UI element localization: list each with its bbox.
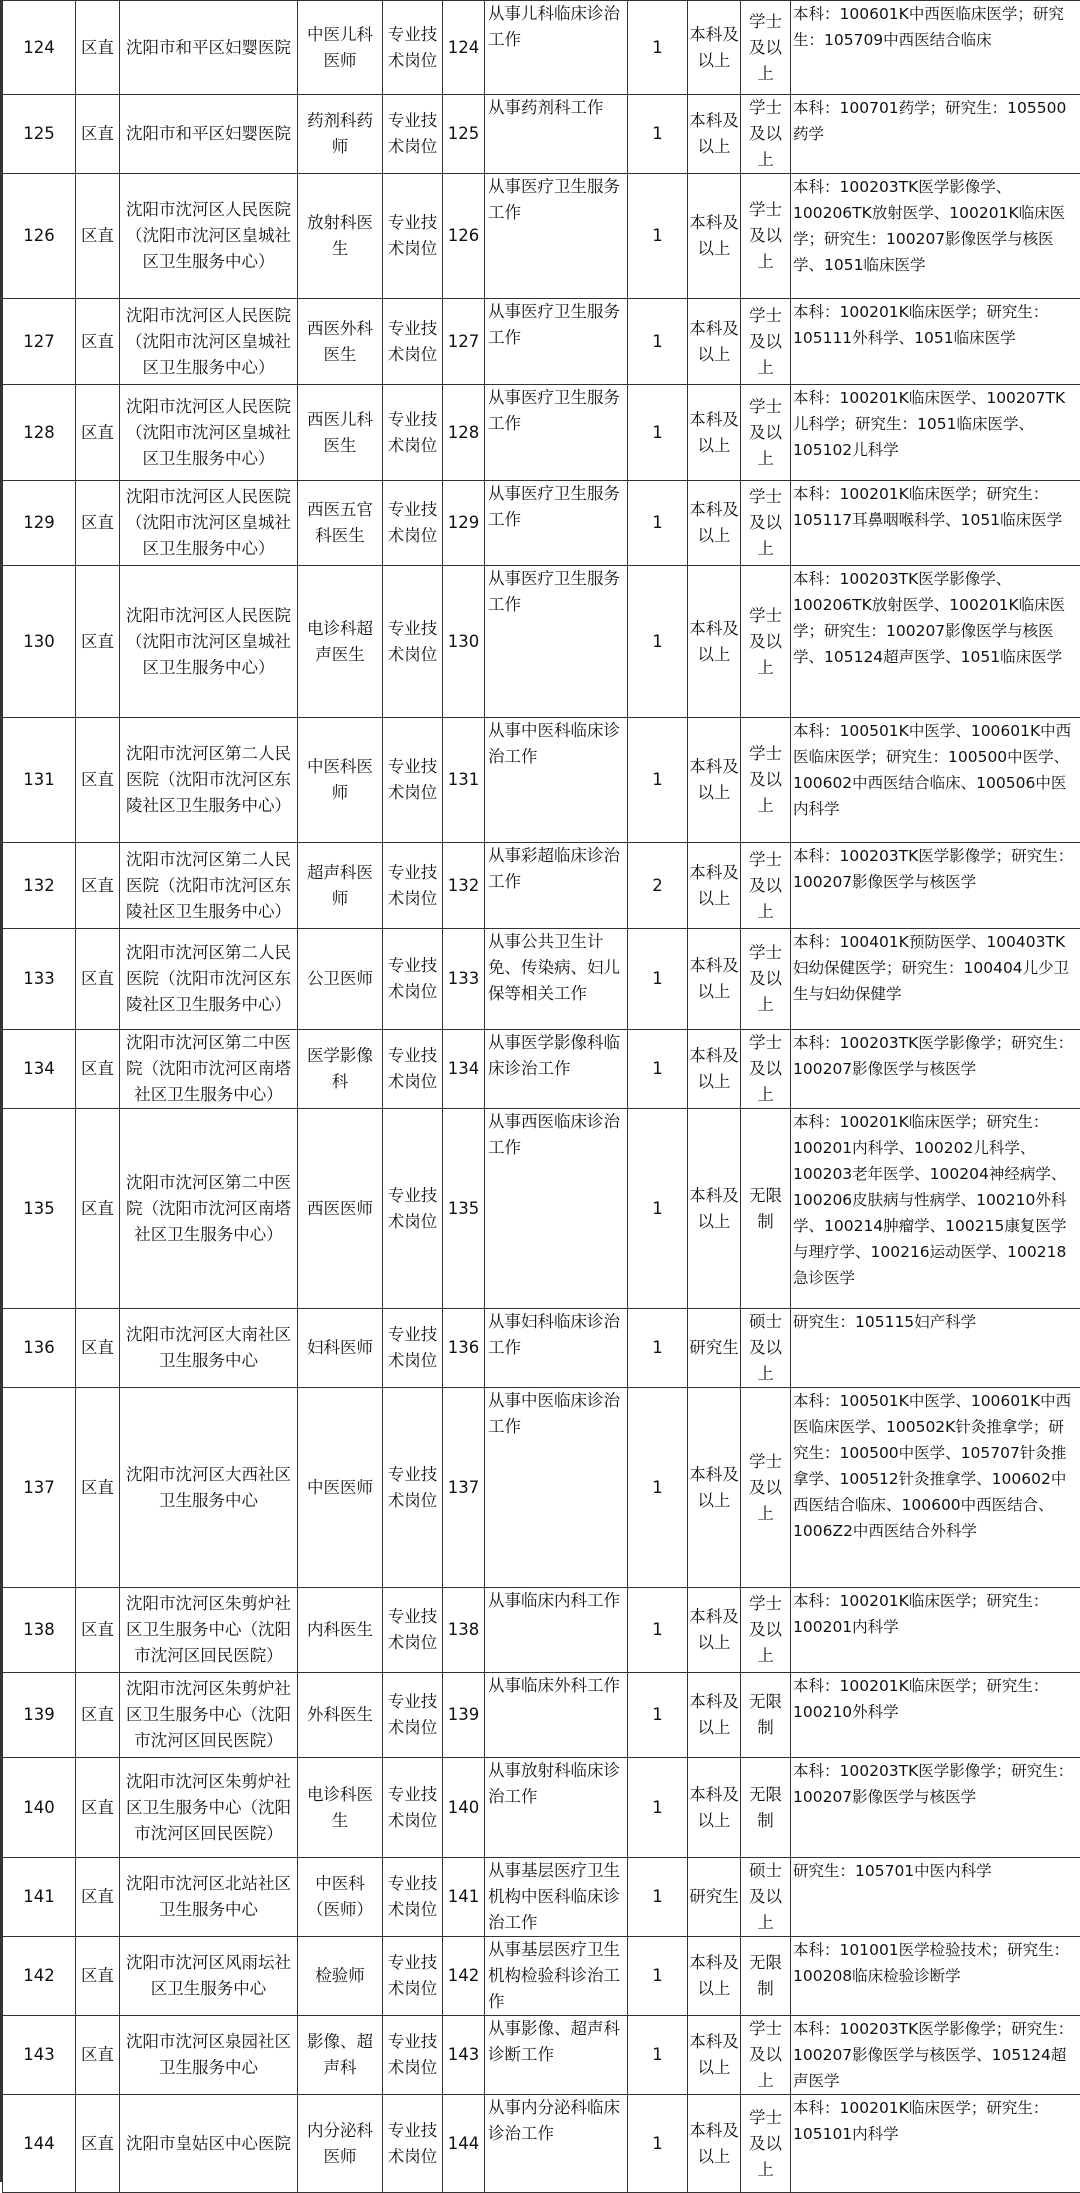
hiring-count: 1 bbox=[628, 2095, 688, 2193]
major-requirement: 本科：100201K临床医学、100207TK儿科学；研究生：1051临床医学、105102儿科学 bbox=[791, 385, 1080, 481]
hiring-count: 1 bbox=[628, 2016, 688, 2095]
row-number: 142 bbox=[3, 1937, 76, 2016]
position-code: 124 bbox=[443, 1, 485, 95]
position-category: 专业技术岗位 bbox=[383, 1588, 443, 1673]
position-description: 从事基层医疗卫生机构中医科临床诊治工作 bbox=[485, 1858, 628, 1937]
hiring-count: 1 bbox=[628, 566, 688, 718]
position-category: 专业技术岗位 bbox=[383, 1109, 443, 1309]
position-category: 专业技术岗位 bbox=[383, 1937, 443, 2016]
degree-requirement: 学士及以上 bbox=[741, 929, 791, 1030]
degree-requirement: 学士及以上 bbox=[741, 1588, 791, 1673]
row-number: 139 bbox=[3, 1673, 76, 1758]
position-description: 从事医疗卫生服务工作 bbox=[485, 299, 628, 385]
major-requirement: 本科：100601K中西医临床医学；研究生：105709中西医结合临床 bbox=[791, 1, 1080, 95]
admin-level: 区直 bbox=[76, 1309, 120, 1388]
position-category: 专业技术岗位 bbox=[383, 2016, 443, 2095]
education-requirement: 本科及以上 bbox=[688, 1388, 741, 1588]
admin-level: 区直 bbox=[76, 1588, 120, 1673]
table-row bbox=[3, 566, 1080, 718]
row-number: 141 bbox=[3, 1858, 76, 1937]
hiring-count: 1 bbox=[628, 1, 688, 95]
admin-level: 区直 bbox=[76, 929, 120, 1030]
position-code: 144 bbox=[443, 2095, 485, 2193]
position-category: 专业技术岗位 bbox=[383, 718, 443, 843]
admin-level: 区直 bbox=[76, 299, 120, 385]
position-name: 外科医生 bbox=[298, 1673, 383, 1758]
position-category: 专业技术岗位 bbox=[383, 1030, 443, 1109]
position-description: 从事医疗卫生服务工作 bbox=[485, 481, 628, 566]
position-description: 从事医疗卫生服务工作 bbox=[485, 174, 628, 299]
row-number: 130 bbox=[3, 566, 76, 718]
position-name: 公卫医师 bbox=[298, 929, 383, 1030]
table-row bbox=[3, 1109, 1080, 1309]
degree-requirement: 学士及以上 bbox=[741, 299, 791, 385]
hiring-count: 1 bbox=[628, 929, 688, 1030]
position-category: 专业技术岗位 bbox=[383, 843, 443, 929]
position-name: 西医医师 bbox=[298, 1109, 383, 1309]
education-requirement: 研究生 bbox=[688, 1309, 741, 1388]
row-number: 144 bbox=[3, 2095, 76, 2193]
position-category: 专业技术岗位 bbox=[383, 1309, 443, 1388]
position-code: 125 bbox=[443, 95, 485, 174]
position-name: 检验师 bbox=[298, 1937, 383, 2016]
major-requirement: 本科：100201K临床医学；研究生：105101内科学 bbox=[791, 2095, 1080, 2193]
employer-unit: 沈阳市沈河区第二人民医院（沈阳市沈河区东陵社区卫生服务中心） bbox=[120, 718, 298, 843]
position-name: 中医科医师 bbox=[298, 718, 383, 843]
position-description: 从事放射科临床诊治工作 bbox=[485, 1758, 628, 1858]
table-row bbox=[3, 1588, 1080, 1673]
employer-unit: 沈阳市沈河区朱剪炉社区卫生服务中心（沈阳市沈河区回民医院） bbox=[120, 1588, 298, 1673]
major-requirement: 本科：100701药学；研究生：105500药学 bbox=[791, 95, 1080, 174]
position-code: 140 bbox=[443, 1758, 485, 1858]
position-name: 中医科（医师） bbox=[298, 1858, 383, 1937]
major-requirement: 研究生：105115妇产科学 bbox=[791, 1309, 1080, 1388]
major-requirement: 本科：100203TK医学影像学；研究生：100207影像医学与核医学 bbox=[791, 1030, 1080, 1109]
row-number: 132 bbox=[3, 843, 76, 929]
row-number: 129 bbox=[3, 481, 76, 566]
education-requirement: 研究生 bbox=[688, 1858, 741, 1937]
position-code: 141 bbox=[443, 1858, 485, 1937]
row-number: 135 bbox=[3, 1109, 76, 1309]
employer-unit: 沈阳市皇姑区中心医院 bbox=[120, 2095, 298, 2193]
admin-level: 区直 bbox=[76, 1858, 120, 1937]
degree-requirement: 学士及以上 bbox=[741, 566, 791, 718]
admin-level: 区直 bbox=[76, 2095, 120, 2193]
position-code: 143 bbox=[443, 2016, 485, 2095]
table-row bbox=[3, 929, 1080, 1030]
row-number: 140 bbox=[3, 1758, 76, 1858]
hiring-count: 1 bbox=[628, 1673, 688, 1758]
position-description: 从事医疗卫生服务工作 bbox=[485, 566, 628, 718]
admin-level: 区直 bbox=[76, 1758, 120, 1858]
row-number: 137 bbox=[3, 1388, 76, 1588]
employer-unit: 沈阳市沈河区第二人民医院（沈阳市沈河区东陵社区卫生服务中心） bbox=[120, 929, 298, 1030]
position-description: 从事西医临床诊治工作 bbox=[485, 1109, 628, 1309]
degree-requirement: 硕士及以上 bbox=[741, 1858, 791, 1937]
position-category: 专业技术岗位 bbox=[383, 1758, 443, 1858]
employer-unit: 沈阳市沈河区人民医院（沈阳市沈河区皇城社区卫生服务中心） bbox=[120, 299, 298, 385]
table-row bbox=[3, 385, 1080, 481]
table-row bbox=[3, 1, 1080, 95]
position-description: 从事彩超临床诊治工作 bbox=[485, 843, 628, 929]
education-requirement: 本科及以上 bbox=[688, 481, 741, 566]
position-name: 中医医师 bbox=[298, 1388, 383, 1588]
position-name: 放射科医生 bbox=[298, 174, 383, 299]
employer-unit: 沈阳市沈河区人民医院（沈阳市沈河区皇城社区卫生服务中心） bbox=[120, 566, 298, 718]
position-code: 133 bbox=[443, 929, 485, 1030]
degree-requirement: 学士及以上 bbox=[741, 385, 791, 481]
degree-requirement: 学士及以上 bbox=[741, 2016, 791, 2095]
degree-requirement: 无限制 bbox=[741, 1937, 791, 2016]
position-category: 专业技术岗位 bbox=[383, 385, 443, 481]
degree-requirement: 学士及以上 bbox=[741, 481, 791, 566]
position-description: 从事临床内科工作 bbox=[485, 1588, 628, 1673]
hiring-count: 1 bbox=[628, 1937, 688, 2016]
position-description: 从事中医临床诊治工作 bbox=[485, 1388, 628, 1588]
position-name: 超声科医师 bbox=[298, 843, 383, 929]
degree-requirement: 无限制 bbox=[741, 1758, 791, 1858]
position-name: 医学影像科 bbox=[298, 1030, 383, 1109]
employer-unit: 沈阳市沈河区北站社区卫生服务中心 bbox=[120, 1858, 298, 1937]
degree-requirement: 硕士及以上 bbox=[741, 1309, 791, 1388]
admin-level: 区直 bbox=[76, 1673, 120, 1758]
position-category: 专业技术岗位 bbox=[383, 566, 443, 718]
hiring-count: 1 bbox=[628, 481, 688, 566]
degree-requirement: 学士及以上 bbox=[741, 1030, 791, 1109]
employer-unit: 沈阳市沈河区朱剪炉社区卫生服务中心（沈阳市沈河区回民医院） bbox=[120, 1758, 298, 1858]
position-category: 专业技术岗位 bbox=[383, 1388, 443, 1588]
position-name: 电诊科医生 bbox=[298, 1758, 383, 1858]
degree-requirement: 学士及以上 bbox=[741, 1388, 791, 1588]
major-requirement: 本科：100203TK医学影像学；研究生：100207影像医学与核医学 bbox=[791, 1758, 1080, 1858]
employer-unit: 沈阳市沈河区第二中医院（沈阳市沈河区南塔社区卫生服务中心） bbox=[120, 1030, 298, 1109]
employer-unit: 沈阳市和平区妇婴医院 bbox=[120, 95, 298, 174]
degree-requirement: 无限制 bbox=[741, 1673, 791, 1758]
position-code: 134 bbox=[443, 1030, 485, 1109]
position-category: 专业技术岗位 bbox=[383, 2095, 443, 2193]
table-row bbox=[3, 843, 1080, 929]
position-description: 从事妇科临床诊治工作 bbox=[485, 1309, 628, 1388]
position-name: 电诊科超声医生 bbox=[298, 566, 383, 718]
admin-level: 区直 bbox=[76, 95, 120, 174]
position-name: 药剂科药师 bbox=[298, 95, 383, 174]
hiring-count: 1 bbox=[628, 1758, 688, 1858]
education-requirement: 本科及以上 bbox=[688, 385, 741, 481]
major-requirement: 本科：101001医学检验技术；研究生：100208临床检验诊断学 bbox=[791, 1937, 1080, 2016]
education-requirement: 本科及以上 bbox=[688, 299, 741, 385]
admin-level: 区直 bbox=[76, 1, 120, 95]
education-requirement: 本科及以上 bbox=[688, 2095, 741, 2193]
table-row bbox=[3, 174, 1080, 299]
employer-unit: 沈阳市沈河区人民医院（沈阳市沈河区皇城社区卫生服务中心） bbox=[120, 174, 298, 299]
position-name: 影像、超声科 bbox=[298, 2016, 383, 2095]
position-name: 妇科医师 bbox=[298, 1309, 383, 1388]
hiring-count: 1 bbox=[628, 1588, 688, 1673]
education-requirement: 本科及以上 bbox=[688, 1758, 741, 1858]
position-name: 西医五官科医生 bbox=[298, 481, 383, 566]
admin-level: 区直 bbox=[76, 718, 120, 843]
education-requirement: 本科及以上 bbox=[688, 843, 741, 929]
row-number: 143 bbox=[3, 2016, 76, 2095]
position-code: 138 bbox=[443, 1588, 485, 1673]
education-requirement: 本科及以上 bbox=[688, 929, 741, 1030]
hiring-count: 1 bbox=[628, 718, 688, 843]
table-row bbox=[3, 95, 1080, 174]
degree-requirement: 学士及以上 bbox=[741, 174, 791, 299]
position-category: 专业技术岗位 bbox=[383, 95, 443, 174]
employer-unit: 沈阳市沈河区第二中医院（沈阳市沈河区南塔社区卫生服务中心） bbox=[120, 1109, 298, 1309]
major-requirement: 本科：100401K预防医学、100403TK妇幼保健医学；研究生：100404儿少卫生与妇幼保健学 bbox=[791, 929, 1080, 1030]
position-name: 内分泌科医师 bbox=[298, 2095, 383, 2193]
hiring-count: 1 bbox=[628, 1109, 688, 1309]
education-requirement: 本科及以上 bbox=[688, 566, 741, 718]
position-category: 专业技术岗位 bbox=[383, 299, 443, 385]
major-requirement: 本科：100201K临床医学；研究生：100201内科学 bbox=[791, 1588, 1080, 1673]
major-requirement: 本科：100501K中医学、100601K中西医临床医学；研究生：100500中医学、100602中西医结合临床、100506中医内科学 bbox=[791, 718, 1080, 843]
table-row bbox=[3, 299, 1080, 385]
position-description: 从事公共卫生计免、传染病、妇儿保等相关工作 bbox=[485, 929, 628, 1030]
education-requirement: 本科及以上 bbox=[688, 1673, 741, 1758]
position-category: 专业技术岗位 bbox=[383, 929, 443, 1030]
admin-level: 区直 bbox=[76, 481, 120, 566]
position-category: 专业技术岗位 bbox=[383, 1858, 443, 1937]
major-requirement: 本科：100203TK医学影像学；研究生：100207影像医学与核医学、105124超声医学 bbox=[791, 2016, 1080, 2095]
row-number: 138 bbox=[3, 1588, 76, 1673]
admin-level: 区直 bbox=[76, 2016, 120, 2095]
row-number: 127 bbox=[3, 299, 76, 385]
admin-level: 区直 bbox=[76, 1109, 120, 1309]
row-number: 131 bbox=[3, 718, 76, 843]
degree-requirement: 学士及以上 bbox=[741, 843, 791, 929]
education-requirement: 本科及以上 bbox=[688, 718, 741, 843]
position-category: 专业技术岗位 bbox=[383, 1, 443, 95]
major-requirement: 本科：100201K临床医学；研究生：100201内科学、100202儿科学、100203老年医学、100204神经病学、100206皮肤病与性病学、100210外科学、100214肿瘤学、100215康复医学与理疗学、100216运动医学、100218急诊医学 bbox=[791, 1109, 1080, 1309]
position-code: 129 bbox=[443, 481, 485, 566]
hiring-count: 1 bbox=[628, 299, 688, 385]
employer-unit: 沈阳市沈河区第二人民医院（沈阳市沈河区东陵社区卫生服务中心） bbox=[120, 843, 298, 929]
degree-requirement: 学士及以上 bbox=[741, 718, 791, 843]
education-requirement: 本科及以上 bbox=[688, 95, 741, 174]
major-requirement: 本科：100203TK医学影像学、100206TK放射医学、100201K临床医学；研究生：100207影像医学与核医学、1051临床医学 bbox=[791, 174, 1080, 299]
position-name: 西医外科医生 bbox=[298, 299, 383, 385]
hiring-count: 1 bbox=[628, 385, 688, 481]
position-name: 内科医生 bbox=[298, 1588, 383, 1673]
position-description: 从事中医科临床诊治工作 bbox=[485, 718, 628, 843]
major-requirement: 本科：100201K临床医学；研究生：105117耳鼻咽喉科学、1051临床医学 bbox=[791, 481, 1080, 566]
admin-level: 区直 bbox=[76, 1030, 120, 1109]
position-description: 从事药剂科工作 bbox=[485, 95, 628, 174]
degree-requirement: 学士及以上 bbox=[741, 1, 791, 95]
employer-unit: 沈阳市沈河区大南社区卫生服务中心 bbox=[120, 1309, 298, 1388]
position-code: 132 bbox=[443, 843, 485, 929]
table-row bbox=[3, 1388, 1080, 1588]
position-code: 127 bbox=[443, 299, 485, 385]
major-requirement: 本科：100201K临床医学；研究生：100210外科学 bbox=[791, 1673, 1080, 1758]
hiring-count: 1 bbox=[628, 1858, 688, 1937]
table-row bbox=[3, 1030, 1080, 1109]
position-name: 西医儿科医生 bbox=[298, 385, 383, 481]
admin-level: 区直 bbox=[76, 174, 120, 299]
row-number: 124 bbox=[3, 1, 76, 95]
major-requirement: 本科：100203TK医学影像学、100206TK放射医学、100201K临床医学；研究生：100207影像医学与核医学、105124超声医学、1051临床医学 bbox=[791, 566, 1080, 718]
employer-unit: 沈阳市沈河区人民医院（沈阳市沈河区皇城社区卫生服务中心） bbox=[120, 385, 298, 481]
position-description: 从事医疗卫生服务工作 bbox=[485, 385, 628, 481]
employer-unit: 沈阳市和平区妇婴医院 bbox=[120, 1, 298, 95]
table-row bbox=[3, 2095, 1080, 2193]
position-description: 从事影像、超声科诊断工作 bbox=[485, 2016, 628, 2095]
position-code: 126 bbox=[443, 174, 485, 299]
position-code: 136 bbox=[443, 1309, 485, 1388]
hiring-count: 2 bbox=[628, 843, 688, 929]
table-row bbox=[3, 1758, 1080, 1858]
table-row bbox=[3, 1937, 1080, 2016]
position-code: 128 bbox=[443, 385, 485, 481]
position-code: 135 bbox=[443, 1109, 485, 1309]
major-requirement: 本科：100203TK医学影像学；研究生：100207影像医学与核医学 bbox=[791, 843, 1080, 929]
education-requirement: 本科及以上 bbox=[688, 1588, 741, 1673]
position-code: 137 bbox=[443, 1388, 485, 1588]
position-name: 中医儿科医师 bbox=[298, 1, 383, 95]
position-code: 139 bbox=[443, 1673, 485, 1758]
admin-level: 区直 bbox=[76, 385, 120, 481]
education-requirement: 本科及以上 bbox=[688, 174, 741, 299]
education-requirement: 本科及以上 bbox=[688, 1030, 741, 1109]
position-code: 131 bbox=[443, 718, 485, 843]
degree-requirement: 学士及以上 bbox=[741, 2095, 791, 2193]
position-description: 从事内分泌科临床诊治工作 bbox=[485, 2095, 628, 2193]
row-number: 133 bbox=[3, 929, 76, 1030]
row-number: 126 bbox=[3, 174, 76, 299]
education-requirement: 本科及以上 bbox=[688, 1937, 741, 2016]
position-category: 专业技术岗位 bbox=[383, 174, 443, 299]
recruitment-table bbox=[2, 0, 1080, 2193]
employer-unit: 沈阳市沈河区泉园社区卫生服务中心 bbox=[120, 2016, 298, 2095]
admin-level: 区直 bbox=[76, 566, 120, 718]
education-requirement: 本科及以上 bbox=[688, 2016, 741, 2095]
admin-level: 区直 bbox=[76, 843, 120, 929]
hiring-count: 1 bbox=[628, 1030, 688, 1109]
employer-unit: 沈阳市沈河区朱剪炉社区卫生服务中心（沈阳市沈河区回民医院） bbox=[120, 1673, 298, 1758]
row-number: 134 bbox=[3, 1030, 76, 1109]
position-code: 142 bbox=[443, 1937, 485, 2016]
employer-unit: 沈阳市沈河区人民医院（沈阳市沈河区皇城社区卫生服务中心） bbox=[120, 481, 298, 566]
major-requirement: 本科：100501K中医学、100601K中西医临床医学、100502K针灸推拿学；研究生：100500中医学、105707针灸推拿学、100512针灸推拿学、100602中西医结合临床、100600中西医结合、1006Z2中西医结合外科学 bbox=[791, 1388, 1080, 1588]
table-row bbox=[3, 1309, 1080, 1388]
hiring-count: 1 bbox=[628, 1309, 688, 1388]
table-row bbox=[3, 1858, 1080, 1937]
employer-unit: 沈阳市沈河区大西社区卫生服务中心 bbox=[120, 1388, 298, 1588]
hiring-count: 1 bbox=[628, 95, 688, 174]
row-number: 125 bbox=[3, 95, 76, 174]
position-category: 专业技术岗位 bbox=[383, 481, 443, 566]
employer-unit: 沈阳市沈河区风雨坛社区卫生服务中心 bbox=[120, 1937, 298, 2016]
major-requirement: 研究生：105701中医内科学 bbox=[791, 1858, 1080, 1937]
hiring-count: 1 bbox=[628, 1388, 688, 1588]
admin-level: 区直 bbox=[76, 1388, 120, 1588]
table-row bbox=[3, 481, 1080, 566]
table-row bbox=[3, 1673, 1080, 1758]
table-body bbox=[3, 1, 1080, 2193]
row-number: 128 bbox=[3, 385, 76, 481]
major-requirement: 本科：100201K临床医学；研究生：105111外科学、1051临床医学 bbox=[791, 299, 1080, 385]
position-description: 从事儿科临床诊治工作 bbox=[485, 1, 628, 95]
degree-requirement: 无限制 bbox=[741, 1109, 791, 1309]
position-category: 专业技术岗位 bbox=[383, 1673, 443, 1758]
position-description: 从事临床外科工作 bbox=[485, 1673, 628, 1758]
position-description: 从事基层医疗卫生机构检验科诊治工作 bbox=[485, 1937, 628, 2016]
hiring-count: 1 bbox=[628, 174, 688, 299]
degree-requirement: 学士及以上 bbox=[741, 95, 791, 174]
table-row bbox=[3, 2016, 1080, 2095]
row-number: 136 bbox=[3, 1309, 76, 1388]
position-code: 130 bbox=[443, 566, 485, 718]
admin-level: 区直 bbox=[76, 1937, 120, 2016]
position-description: 从事医学影像科临床诊治工作 bbox=[485, 1030, 628, 1109]
education-requirement: 本科及以上 bbox=[688, 1, 741, 95]
education-requirement: 本科及以上 bbox=[688, 1109, 741, 1309]
table-row bbox=[3, 718, 1080, 843]
